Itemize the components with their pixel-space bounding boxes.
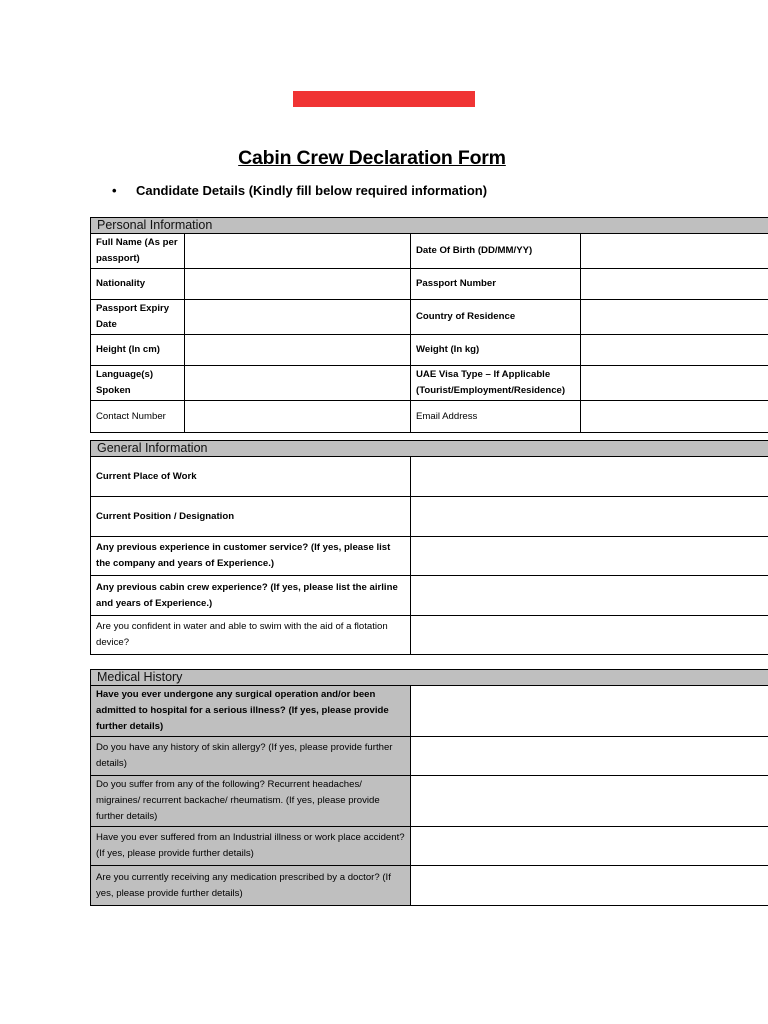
medical-history-header: Medical History — [91, 670, 768, 686]
recurrent-conditions-field[interactable] — [411, 776, 768, 827]
general-info-header: General Information — [91, 441, 768, 457]
passport-expiry-label: Passport Expiry Date — [91, 300, 185, 335]
medical-history-table — [90, 669, 768, 906]
swim-confidence-label: Are you confident in water and able to swim with the aid of a flotation device? — [91, 616, 411, 655]
industrial-illness-field[interactable] — [411, 827, 768, 866]
customer-service-experience-label: Any previous experience in customer service? (If yes, please list the company and years of Experience.) — [91, 537, 411, 576]
medication-field[interactable] — [411, 866, 768, 906]
current-place-of-work-field[interactable] — [411, 457, 768, 497]
passport-expiry-field[interactable] — [185, 300, 411, 335]
customer-service-experience-field[interactable] — [411, 537, 768, 576]
candidate-details-line — [112, 183, 487, 198]
full-name-label: Full Name (As per passport) — [91, 234, 185, 269]
surgical-operation-label: Have you ever undergone any surgical operation and/or been admitted to hospital for a serious illness? (If yes, please provide further details) — [91, 686, 411, 737]
skin-allergy-field[interactable] — [411, 737, 768, 776]
contact-number-field[interactable] — [185, 401, 411, 433]
nationality-label: Nationality — [91, 269, 185, 300]
email-address-label: Email Address — [411, 401, 581, 433]
personal-info-table — [90, 217, 768, 433]
uae-visa-type-label: UAE Visa Type – If Applicable (Tourist/Employment/Residence) — [411, 366, 581, 401]
personal-info-header: Personal Information — [91, 218, 768, 234]
bullet-dot-icon: • — [112, 183, 117, 198]
medication-label: Are you currently receiving any medication prescribed by a doctor? (If yes, please provide further details) — [91, 866, 411, 906]
header-accent-bar — [293, 91, 475, 107]
weight-field[interactable] — [581, 335, 768, 366]
candidate-details-text: Candidate Details (Kindly fill below required information) — [136, 183, 488, 198]
full-name-field[interactable] — [185, 234, 411, 269]
general-info-table — [90, 440, 768, 655]
swim-confidence-field[interactable] — [411, 616, 768, 655]
cabin-crew-experience-label: Any previous cabin crew experience? (If yes, please list the airline and years of Experience.) — [91, 576, 411, 616]
recurrent-conditions-label: Do you suffer from any of the following? Recurrent headaches/ migraines/ recurrent backache/ rheumatism. (If yes, please provide further details) — [91, 776, 411, 827]
country-of-residence-field[interactable] — [581, 300, 768, 335]
cabin-crew-experience-field[interactable] — [411, 576, 768, 616]
skin-allergy-label: Do you have any history of skin allergy? (If yes, please provide further details) — [91, 737, 411, 776]
email-address-field[interactable] — [581, 401, 768, 433]
contact-number-label: Contact Number — [91, 401, 185, 433]
current-place-of-work-label: Current Place of Work — [91, 457, 411, 497]
weight-label: Weight (In kg) — [411, 335, 581, 366]
languages-spoken-field[interactable] — [185, 366, 411, 401]
passport-number-label: Passport Number — [411, 269, 581, 300]
date-of-birth-field[interactable] — [581, 234, 768, 269]
surgical-operation-field[interactable] — [411, 686, 768, 737]
country-of-residence-label: Country of Residence — [411, 300, 581, 335]
nationality-field[interactable] — [185, 269, 411, 300]
date-of-birth-label: Date Of Birth (DD/MM/YY) — [411, 234, 581, 269]
current-position-label: Current Position / Designation — [91, 497, 411, 537]
current-position-field[interactable] — [411, 497, 768, 537]
industrial-illness-label: Have you ever suffered from an Industrial illness or work place accident? (If yes, please provide further details) — [91, 827, 411, 866]
height-field[interactable] — [185, 335, 411, 366]
uae-visa-type-field[interactable] — [581, 366, 768, 401]
height-label: Height (In cm) — [91, 335, 185, 366]
languages-spoken-label: Language(s) Spoken — [91, 366, 185, 401]
form-title: Cabin Crew Declaration Form — [238, 147, 506, 169]
passport-number-field[interactable] — [581, 269, 768, 300]
